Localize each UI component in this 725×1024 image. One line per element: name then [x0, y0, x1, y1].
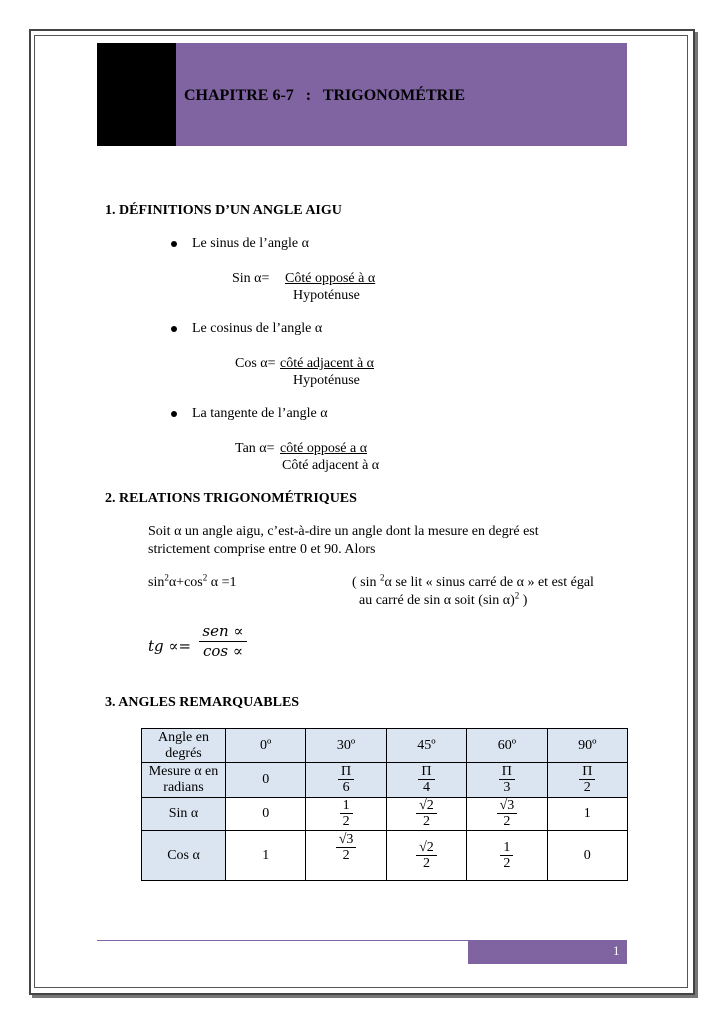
- tangent-formula-denominator: cos ∝: [202, 642, 244, 660]
- table-cell-sin: 1: [547, 798, 627, 831]
- sinus-denominator: Hypoténuse: [293, 288, 360, 303]
- table-cell-radian: 0: [226, 763, 306, 798]
- table-cell-sin: $\frac{1}{2}$: [306, 798, 386, 831]
- sinus-numerator: Côté opposé à α: [285, 271, 376, 286]
- table-cell-sin: 0: [226, 798, 306, 831]
- table-cell-degree: 90º: [547, 729, 627, 763]
- cosinus-lhs: Cos α=: [235, 356, 276, 371]
- footer-page-box: [468, 941, 627, 964]
- table-label-sin: Sin α: [142, 798, 226, 831]
- table-cell-radian: $\frac{\Pi}{4}$: [386, 763, 466, 798]
- tangente-label: La tangente de l’angle α: [192, 406, 328, 421]
- table-cell-sin: $\frac{√2}{2}$: [386, 798, 466, 831]
- table-label-radians: Mesure α en radians: [142, 763, 226, 798]
- chapter-title: CHAPITRE 6-7 : TRIGONOMÉTRIE: [184, 87, 466, 104]
- identity-note-line2: au carré de sin α soit (sin α)$^2$ ): [359, 590, 528, 608]
- table-row: [142, 763, 628, 798]
- tangente-denominator: Côté adjacent à α: [282, 458, 380, 473]
- relations-line1: Soit α un angle aigu, c’est-à-dire un angle dont la mesure en degré est: [148, 524, 539, 539]
- tangente-numerator: côté opposé a α: [280, 441, 368, 456]
- tangent-formula-lhs: tg ∝=: [148, 637, 192, 655]
- bullet-icon: [171, 411, 177, 417]
- header-black-block: [97, 43, 176, 146]
- relations-line2: strictement comprise entre 0 et 90. Alors: [148, 542, 376, 557]
- table-cell-degree: 30º: [306, 729, 386, 763]
- table-cell-degree: 45º: [386, 729, 466, 763]
- table-cell-cos: $\frac{√3}{2}$: [306, 831, 386, 881]
- bullet-icon: [171, 326, 177, 332]
- cosinus-denominator: Hypoténuse: [293, 373, 360, 388]
- identity-note-line1: ( sin $^2$α se lit « sinus carré de α » et est égal: [352, 572, 594, 590]
- table-row: [142, 831, 628, 881]
- table-cell-radian: $\frac{\Pi}{2}$: [547, 763, 627, 798]
- table-cell-radian: $\frac{\Pi}{6}$: [306, 763, 386, 798]
- table-row: [142, 798, 628, 831]
- tangent-formula-numerator: sen ∝: [199, 622, 247, 642]
- table-cell-cos: $\frac{1}{2}$: [467, 831, 547, 881]
- cosinus-label: Le cosinus de l’angle α: [192, 321, 323, 336]
- page-number: 1: [613, 943, 620, 958]
- section1-heading: 1. DÉFINITIONS D’UN ANGLE AIGU: [105, 203, 342, 218]
- section2-heading: 2. RELATIONS TRIGONOMÉTRIQUES: [105, 491, 357, 506]
- sinus-lhs: Sin α=: [232, 271, 270, 286]
- table-cell-degree: 0º: [226, 729, 306, 763]
- sinus-label: Le sinus de l’angle α: [192, 236, 309, 251]
- cosinus-numerator: côté adjacent à α: [280, 356, 375, 371]
- angles-table: [141, 728, 628, 881]
- table-cell-sin: $\frac{√3}{2}$: [467, 798, 547, 831]
- table-cell-radian: $\frac{\Pi}{3}$: [467, 763, 547, 798]
- identity-formula: $\sin^2\alpha+\cos^2$ α =1: [148, 572, 237, 590]
- table-cell-degree: 60º: [467, 729, 547, 763]
- section3-heading: 3. ANGLES REMARQUABLES: [105, 695, 300, 710]
- table-cell-cos: $\frac{√2}{2}$: [386, 831, 466, 881]
- table-cell-cos: 1: [226, 831, 306, 881]
- table-label-degrees: Angle en degrés: [142, 729, 226, 763]
- tangent-formula-fraction: [199, 622, 247, 661]
- bullet-icon: [171, 241, 177, 247]
- table-label-cos: Cos α: [142, 831, 226, 881]
- table-row: [142, 729, 628, 763]
- tangente-lhs: Tan α=: [235, 441, 275, 456]
- table-cell-cos: 0: [547, 831, 627, 881]
